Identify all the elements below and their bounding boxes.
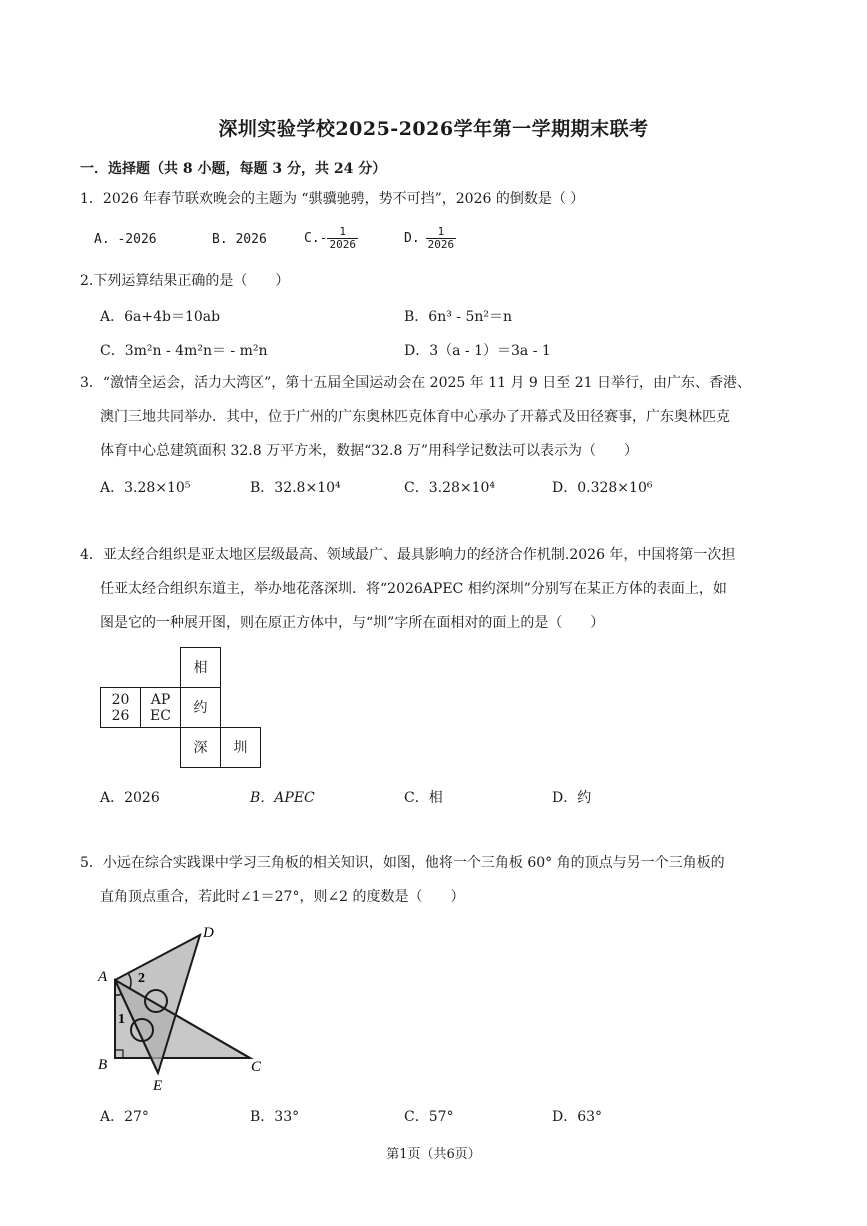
question-4-line-3: 图是它的一种展开图，则在原正方体中，与“圳”字所在面相对的面上的是（ ） — [100, 615, 605, 631]
question-1-text: 1．2026 年春节联欢晚会的主题为 “骐骥驰骋，势不可挡”，2026 的倒数是（ ） — [80, 191, 585, 207]
q2-option-a: A．6a+4b＝10ab — [100, 309, 221, 325]
q1-d-numerator: 1 — [437, 225, 445, 238]
q1-option-d-prefix: D. — [404, 231, 420, 246]
label-d: D — [203, 925, 214, 941]
q5-option-b: B．33° — [250, 1109, 300, 1125]
q4-option-b: B．APEC — [250, 790, 315, 806]
label-a: A — [98, 969, 108, 985]
question-5-line-1: 5．小远在综合实践课中学习三角板的相关知识，如图，他将一个三角板 60° 角的顶点与另一个三角板的 — [80, 855, 725, 871]
q1-option-c-fraction — [327, 226, 358, 251]
q2-option-b: B．6n³ - 5n²＝n — [404, 309, 513, 325]
q1-option-a: A. -2026 — [94, 232, 157, 247]
label-angle-2: 2 — [138, 971, 145, 986]
question-2-text: 2.下列运算结果正确的是（ ） — [80, 273, 290, 289]
net-face-zhen: 圳 — [220, 727, 261, 768]
q1-option-b: B. 2026 — [212, 232, 267, 247]
question-4-line-1: 4．亚太经合组织是亚太地区层级最高、领域最广、最具影响力的经济合作机制.2026 年，中国将第一次担 — [80, 547, 736, 563]
q1-c-numerator: 1 — [339, 225, 347, 238]
q1-d-denominator: 2026 — [427, 238, 455, 251]
triangle-ruler-figure — [90, 915, 280, 1095]
q5-option-a: A．27° — [100, 1109, 149, 1125]
q1-c-denominator: 2026 — [329, 238, 356, 251]
q4-option-d: D．约 — [552, 790, 592, 806]
q2-option-c: C．3m²n - 4m²n＝ - m²n — [100, 343, 268, 359]
section-heading: 一．选择题（共 8 小题，每题 3 分，共 24 分） — [80, 161, 387, 177]
q5-option-c: C．57° — [404, 1109, 454, 1125]
q4-option-c: C．相 — [404, 790, 443, 806]
label-c: C — [251, 1059, 262, 1075]
q3-option-d: D．0.328×10⁶ — [552, 480, 653, 496]
q3-option-a: A．3.28×10⁵ — [100, 480, 191, 496]
page-title: 深圳实验学校2025-2026学年第一学期期末联考 — [218, 118, 649, 140]
q4-option-a: A．2026 — [100, 790, 160, 806]
label-angle-1: 1 — [118, 1012, 125, 1027]
q5-option-d: D．63° — [552, 1109, 603, 1125]
q1-option-d-fraction — [426, 226, 457, 251]
question-4-line-2: 任亚太经合组织东道主，举办地花落深圳．将“2026APEC 相约深圳”分别写在某正方体的表面上，如 — [100, 581, 727, 597]
net-face-shen: 深 — [180, 727, 221, 768]
q1-option-d — [404, 226, 456, 251]
label-b: B — [98, 1057, 108, 1073]
q3-option-b: B．32.8×10⁴ — [250, 480, 341, 496]
q2-option-d: D．3（a - 1）＝3a - 1 — [404, 343, 551, 359]
question-5-line-2: 直角顶点重合，若此时∠1＝27°，则∠2 的度数是（ ） — [100, 889, 465, 905]
label-e: E — [153, 1078, 163, 1094]
q3-option-c: C．3.28×10⁴ — [404, 480, 496, 496]
page-footer: 第1页（共6页） — [386, 1147, 481, 1162]
question-3-line-1: 3．“激情全运会，活力大湾区”，第十五届全国运动会在 2025 年 11 月 9 日至 21 日举行，由广东、香港、 — [80, 375, 751, 391]
net-face-yue: 约 — [180, 687, 221, 728]
q1-option-c-prefix: C.- — [304, 231, 328, 246]
question-3-line-2: 澳门三地共同举办．其中，位于广州的广东奥林匹克体育中心承办了开幕式及田径赛事，广东奥林匹克 — [100, 409, 730, 425]
net-face-xiang: 相 — [180, 647, 221, 688]
net-face-2026: 20 26 — [100, 687, 141, 728]
q1-option-c — [304, 226, 358, 251]
net-face-apec: AP EC — [140, 687, 181, 728]
question-3-line-3: 体育中心总建筑面积 32.8 万平方米，数据“32.8 万”用科学记数法可以表示为（ ） — [100, 443, 639, 459]
